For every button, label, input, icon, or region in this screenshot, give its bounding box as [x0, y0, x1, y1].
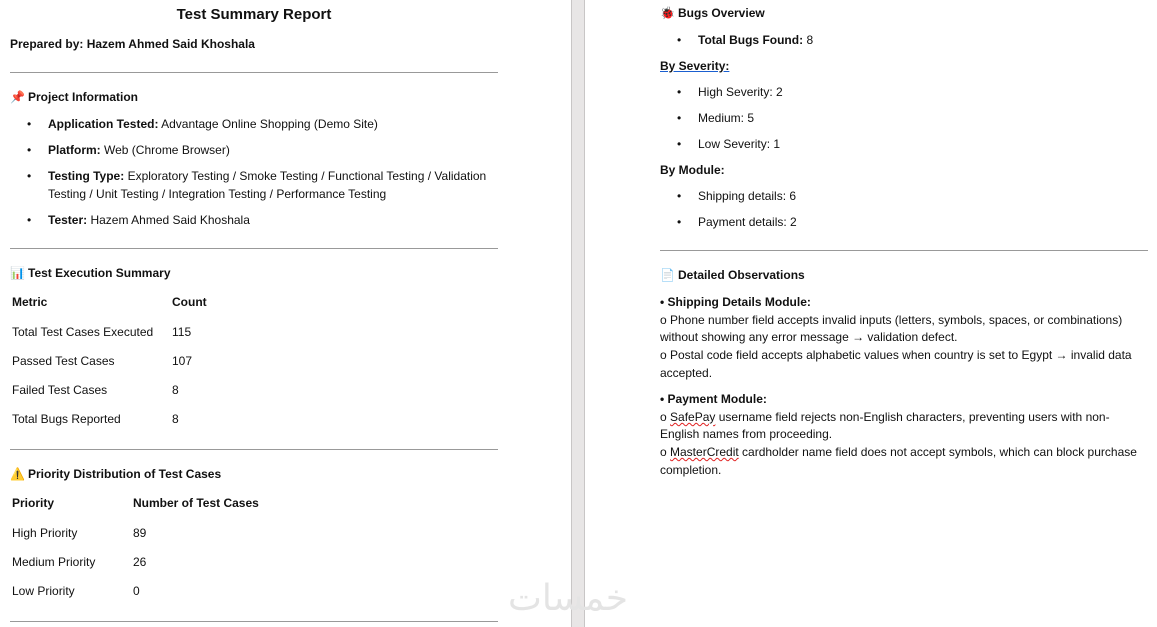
list-item: • Application Tested: Advantage Online Shopping (Demo Site) — [48, 117, 378, 131]
bugs-heading: 🐞 Bugs Overview — [660, 6, 765, 20]
pushpin-icon: 📌 — [10, 90, 25, 104]
divider — [10, 449, 498, 450]
table-cell: Medium Priority — [12, 555, 96, 569]
table-header: Priority — [12, 496, 55, 510]
table-cell: 0 — [133, 584, 140, 598]
table-cell: Total Bugs Reported — [12, 412, 121, 426]
shipping-heading: • Shipping Details Module: — [660, 295, 811, 309]
table-cell: Passed Test Cases — [12, 354, 115, 368]
prepared-by: Prepared by: Hazem Ahmed Said Khoshala — [10, 37, 255, 51]
observation-line: completion. — [660, 463, 722, 477]
table-cell: 107 — [172, 354, 193, 368]
observation-line: without showing any error message → validation defect. — [660, 330, 958, 344]
list-item: • Medium: 5 — [698, 111, 754, 125]
module-heading: By Module: — [660, 163, 725, 177]
document-title: Test Summary Report — [176, 6, 332, 23]
observation-line: o MasterCredit cardholder name field does not accept symbols, which can block purchase — [660, 445, 1137, 459]
list-item: • Platform: Web (Chrome Browser) — [48, 143, 230, 157]
payment-heading: • Payment Module: — [660, 392, 767, 406]
list-item: • Total Bugs Found: 8 — [698, 33, 813, 47]
page-left — [0, 0, 571, 627]
table-header: Count — [172, 295, 207, 309]
warning-icon: ⚠️ — [10, 467, 25, 481]
table-header: Number of Test Cases — [133, 496, 259, 510]
bar-chart-icon: 📊 — [10, 266, 25, 280]
page-gutter — [571, 0, 585, 627]
list-item: • Low Severity: 1 — [698, 137, 780, 151]
list-item: • Payment details: 2 — [698, 215, 797, 229]
list-item: • High Severity: 2 — [698, 85, 783, 99]
table-cell: Failed Test Cases — [12, 383, 108, 397]
divider — [10, 72, 498, 73]
table-cell: 26 — [133, 555, 147, 569]
list-item: • Tester: Hazem Ahmed Said Khoshala — [48, 213, 250, 227]
divider — [10, 248, 498, 249]
watermark-logo: خمسات — [508, 578, 629, 619]
table-header: Metric — [12, 295, 48, 309]
observation-line: o Postal code field accepts alphabetic values when country is set to Egypt → invalid data — [660, 348, 1132, 362]
bug-icon: 🐞 — [660, 6, 675, 20]
table-cell: Total Test Cases Executed — [12, 325, 154, 339]
observations-heading: 📄 Detailed Observations — [660, 268, 805, 282]
memo-icon: 📄 — [660, 268, 675, 282]
project-heading: 📌 Project Information — [10, 90, 139, 104]
observation-line: o Phone number field accepts invalid inputs (letters, symbols, spaces, or combinations) — [660, 313, 1123, 327]
table-cell: High Priority — [12, 526, 78, 540]
list-item-continued: Testing / Unit Testing / Integration Testing / Performance Testing — [48, 187, 387, 201]
observation-line: English names from proceeding. — [660, 427, 833, 441]
list-item: • Testing Type: Exploratory Testing / Smoke Testing / Functional Testing / Validation — [48, 169, 486, 183]
divider — [10, 621, 498, 622]
table-cell: 89 — [133, 526, 147, 540]
priority-heading: ⚠️ Priority Distribution of Test Cases — [10, 467, 222, 481]
observation-line: accepted. — [660, 366, 713, 380]
table-cell: 115 — [172, 325, 192, 339]
table-cell: 8 — [172, 412, 179, 426]
table-cell: Low Priority — [12, 584, 75, 598]
execution-heading: 📊 Test Execution Summary — [10, 266, 171, 280]
page-right — [585, 0, 1157, 627]
divider — [660, 250, 1148, 251]
table-cell: 8 — [172, 383, 179, 397]
list-item: • Shipping details: 6 — [698, 189, 796, 203]
severity-heading: By Severity: — [660, 59, 730, 73]
observation-line: o SafePay username field rejects non-English characters, preventing users with non- — [660, 410, 1110, 424]
